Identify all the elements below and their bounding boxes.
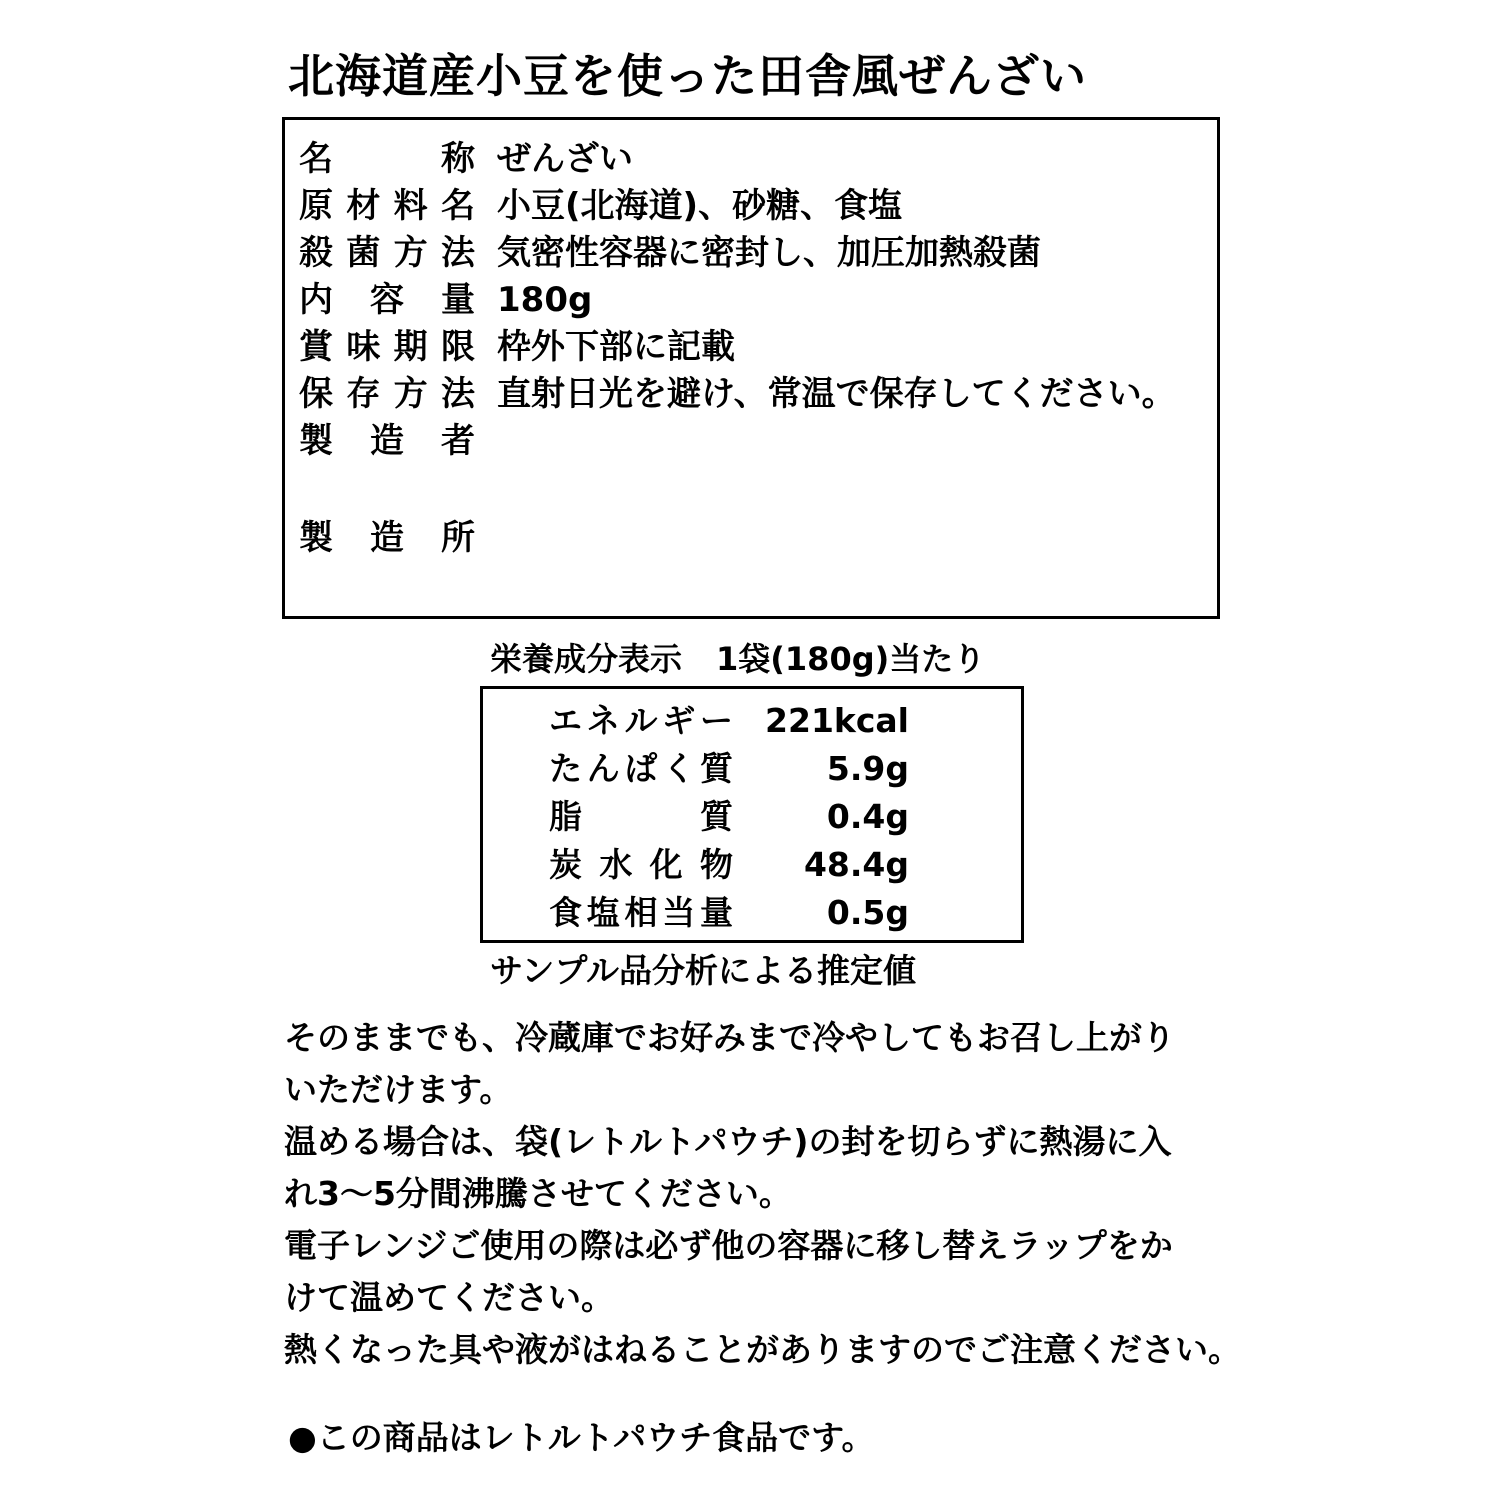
instruction-line: 電子レンジご使用の際は必ず他の容器に移し替えラップをか [284,1226,1173,1265]
nutrition-heading-label: 栄養成分表示 [490,640,683,678]
nutrition-key: 炭水化物 [549,845,733,884]
nutrition-serving: 1袋(180g)当たり [716,640,986,678]
nutrition-value: 0.4g [826,797,909,836]
nutrition-key: 脂質 [549,797,733,836]
label-key: 製造所 [299,518,475,558]
label-value: 枠外下部に記載 [497,327,735,367]
instruction-line: 熱くなった具や液がはねることがありますのでご注意ください。 [284,1330,1241,1369]
instruction-line: そのままでも、冷蔵庫でお好みまで冷やしてもお召し上がり [284,1018,1175,1057]
nutrition-value: 5.9g [826,749,909,788]
label-key: 保存方法 [299,374,475,414]
label-value: 気密性容器に密封し、加圧加熱殺菌 [497,233,1041,273]
preparation-instructions [284,1012,1241,1376]
product-label-box [282,117,1220,619]
instruction-line: いただけます。 [284,1070,513,1109]
label-key: 殺菌方法 [299,233,475,273]
label-value: 小豆(北海道)、砂糖、食塩 [497,186,903,226]
label-value: 180g [497,280,593,320]
instruction-line: れ3～5分間沸騰させてください。 [284,1174,792,1213]
label-key: 内容量 [299,280,475,320]
nutrition-key: 食塩相当量 [549,893,733,932]
nutrition-value: 221kcal [765,701,909,740]
nutrition-note: サンプル品分析による推定値 [490,951,917,990]
nutrition-table [480,686,1024,943]
label-key: 名称 [299,139,475,179]
nutrition-value: 0.5g [826,893,909,932]
nutrition-value: 48.4g [803,845,909,884]
nutrition-key: たんぱく質 [549,749,733,788]
label-key: 原材料名 [299,186,475,226]
nutrition-row-carbohydrate [483,842,1021,888]
label-key: 賞味期限 [299,327,475,367]
nutrition-key: エネルギー [549,701,733,740]
nutrition-row-fat [483,794,1021,840]
retort-pouch-note: ●この商品はレトルトパウチ食品です。 [288,1418,875,1457]
instruction-line: けて温めてください。 [284,1278,614,1317]
product-title: 北海道産小豆を使った田舎風ぜんざい [288,49,1087,103]
nutrition-row-energy [483,698,1021,744]
nutrition-row-protein [483,746,1021,792]
instruction-line: 温める場合は、袋(レトルトパウチ)の封を切らずに熱湯に入 [284,1122,1172,1161]
nutrition-row-salt [483,890,1021,936]
label-value: ぜんざい [497,139,633,179]
label-key: 製造者 [299,421,475,461]
label-value: 直射日光を避け、常温で保存してください。 [497,374,1176,414]
nutrition-heading [490,638,985,680]
